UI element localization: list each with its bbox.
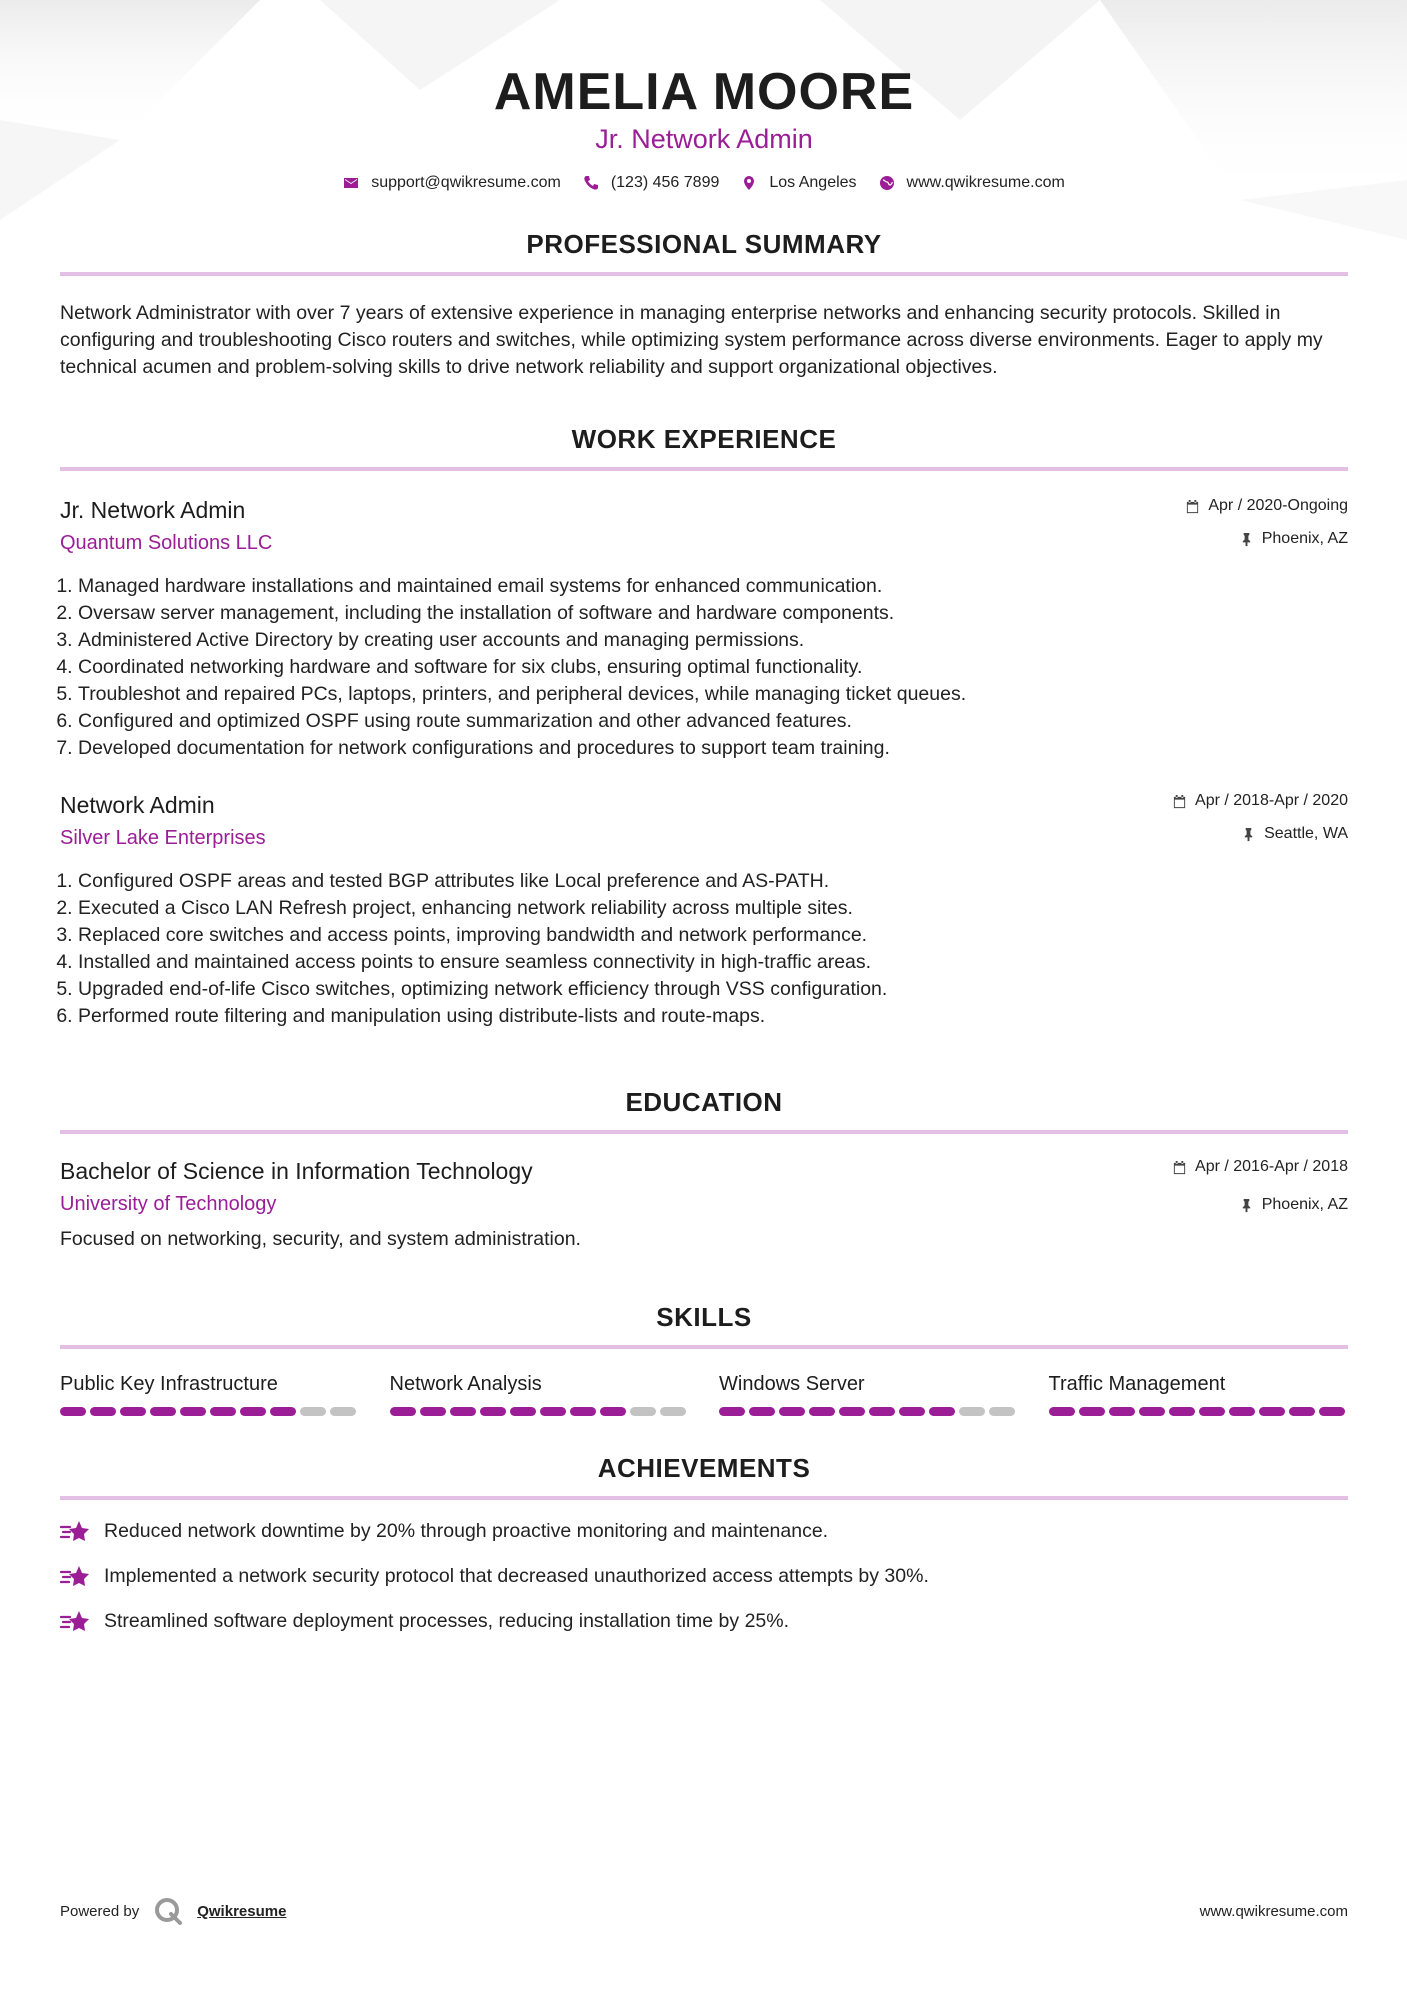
skill-segment-filled [1289,1407,1315,1416]
powered-by [60,1896,286,1926]
job-title: Jr. Network Admin [60,497,246,523]
list-item: 3. Administered Active Directory by creating user accounts and managing permissions. [78,627,1348,654]
skill-segment-filled [150,1407,176,1416]
list-item: 6. Configured and optimized OSPF using route summarization and other advanced features. [78,708,1348,735]
skill-name: Public Key Infrastructure [60,1373,278,1395]
skill-segment-filled [1259,1407,1285,1416]
candidate-title: Jr. Network Admin [595,124,813,154]
skill-segment-filled [1049,1407,1075,1416]
skill-level-bar [719,1407,1019,1416]
list-item: 2. Executed a Cisco LAN Refresh project, enhancing network reliability across multiple sites. [78,895,1348,922]
phone-text: (123) 456 7899 [610,174,720,191]
skill-segment-filled [869,1407,895,1416]
skill-segment-filled [180,1407,206,1416]
skill-segment-filled [60,1407,86,1416]
globe-icon [879,175,895,191]
skill-name: Traffic Management [1048,1373,1226,1395]
list-item: 2. Oversaw server management, including the installation of software and hardware components. [78,600,1348,627]
company-name: Silver Lake Enterprises [60,827,266,849]
achievement-item [60,1517,1348,1545]
summary-text: Network Administrator with over 7 years of extensive experience in managing enterprise networks and enhancing security protocols. Skilled in configuring and troubleshooting Cisco routers and switches, while optimizing system performance across diverse environments. Eager to apply my technical acumen and problem-solving skills to drive network reliability and support organizational objectives. [60,302,1323,378]
skill-item [60,1371,360,1416]
list-item: 1. Configured OSPF areas and tested BGP attributes like Local preference and AS-PATH. [78,868,1348,895]
section-title-achievements: ACHIEVEMENTS [60,1452,1348,1500]
education-dates: Apr / 2016-Apr / 2018 [1195,1158,1348,1175]
qwikresume-logo-icon [153,1896,183,1926]
skill-segment-filled [570,1407,596,1416]
email-text: support@qwikresume.com [371,174,561,191]
contact-website[interactable] [879,174,1065,192]
skill-name: Network Analysis [389,1373,542,1395]
phone-icon [583,175,599,191]
list-item: 3. Replaced core switches and access points, improving bandwidth and network performance. [78,922,1348,949]
job-responsibilities [60,868,1348,1030]
skill-segment-filled [90,1407,116,1416]
skill-segment-filled [600,1407,626,1416]
skill-segment-filled [510,1407,536,1416]
shooting-star-icon [60,1607,92,1635]
skill-segment-filled [1319,1407,1345,1416]
skill-segment-filled [779,1407,805,1416]
achievements-section [60,1452,1348,1635]
footer-website[interactable]: www.qwikresume.com [1199,1902,1348,1920]
skill-segment-filled [1169,1407,1195,1416]
skill-segment-filled [809,1407,835,1416]
shooting-star-icon [60,1517,92,1545]
skill-segment-filled [120,1407,146,1416]
school-name: University of Technology [60,1193,277,1215]
calendar-icon [1172,1160,1187,1175]
map-pin-icon [741,175,757,191]
shooting-star-icon [60,1562,92,1590]
skill-segment-empty [989,1407,1015,1416]
achievement-text: Streamlined software deployment processes, reducing installation time by 25%. [104,1609,790,1632]
achievement-text: Reduced network downtime by 20% through proactive monitoring and maintenance. [104,1519,829,1542]
calendar-icon [1172,794,1187,809]
skill-segment-filled [390,1407,416,1416]
candidate-name: AMELIA MOORE [493,63,915,121]
skill-segment-filled [420,1407,446,1416]
pushpin-icon [1241,827,1256,842]
skill-segment-filled [1139,1407,1165,1416]
job-dates: Apr / 2020-Ongoing [1208,497,1348,514]
skill-level-bar [390,1407,690,1416]
job-location: Phoenix, AZ [1261,530,1348,547]
pushpin-icon [1239,532,1254,547]
skill-segment-filled [1199,1407,1225,1416]
section-title-experience: WORK EXPERIENCE [60,423,1348,471]
job-entry [60,790,1348,1030]
skill-name: Windows Server [719,1373,865,1395]
skill-segment-filled [270,1407,296,1416]
pushpin-icon [1239,1198,1254,1213]
job-entry [60,495,1348,762]
company-name: Quantum Solutions LLC [60,532,273,554]
skill-item [719,1371,1019,1416]
education-section [60,1086,1348,1253]
job-dates: Apr / 2018-Apr / 2020 [1195,792,1348,809]
location-text: Los Angeles [769,174,857,191]
list-item: 1. Managed hardware installations and maintained email systems for enhanced communication. [78,573,1348,600]
achievement-item [60,1607,1348,1635]
skill-level-bar [60,1407,360,1416]
skill-segment-filled [899,1407,925,1416]
skill-segment-filled [1079,1407,1105,1416]
experience-section [60,423,1348,1030]
skill-item [390,1371,690,1416]
brand-link[interactable]: Qwikresume [197,1902,287,1920]
skills-list [60,1371,1348,1416]
list-item: 5. Upgraded end-of-life Cisco switches, optimizing network efficiency through VSS configuration. [78,976,1348,1003]
skill-segment-filled [1109,1407,1135,1416]
skill-segment-filled [210,1407,236,1416]
degree-title: Bachelor of Science in Information Technology [60,1158,533,1184]
skill-level-bar [1049,1407,1349,1416]
skill-item [1049,1371,1349,1416]
section-title-education: EDUCATION [60,1086,1348,1134]
skill-segment-filled [540,1407,566,1416]
website-text: www.qwikresume.com [906,174,1065,191]
job-responsibilities [60,573,1348,762]
achievement-text: Implemented a network security protocol that decreased unauthorized access attempts by 30%. [104,1564,929,1587]
list-item: 4. Installed and maintained access points to ensure seamless connectivity in high-traffic areas. [78,949,1348,976]
envelope-icon [343,175,359,191]
summary-section [60,228,1348,381]
page-footer [60,1896,1348,1926]
list-item: 5. Troubleshot and repaired PCs, laptops, printers, and peripheral devices, while managing ticket queues. [78,681,1348,708]
skill-segment-filled [1229,1407,1255,1416]
skill-segment-empty [959,1407,985,1416]
powered-by-label: Powered by [60,1902,140,1920]
skill-segment-empty [330,1407,356,1416]
job-location: Seattle, WA [1264,825,1348,842]
section-title-skills: SKILLS [60,1301,1348,1349]
section-title-summary: PROFESSIONAL SUMMARY [60,228,1348,276]
skill-segment-empty [300,1407,326,1416]
contact-bar [60,174,1348,192]
contact-phone[interactable] [583,174,720,192]
job-title: Network Admin [60,792,215,818]
contact-email[interactable] [343,174,561,192]
skill-segment-filled [719,1407,745,1416]
skill-segment-filled [480,1407,506,1416]
resume-header [60,62,1348,192]
skill-segment-filled [749,1407,775,1416]
skill-segment-filled [240,1407,266,1416]
skill-segment-filled [450,1407,476,1416]
contact-location [741,174,856,192]
list-item: 7. Developed documentation for network configurations and procedures to support team training. [78,735,1348,762]
skill-segment-filled [929,1407,955,1416]
education-location: Phoenix, AZ [1261,1196,1348,1213]
skill-segment-empty [660,1407,686,1416]
skills-section [60,1301,1348,1416]
calendar-icon [1185,499,1200,514]
skill-segment-empty [630,1407,656,1416]
skill-segment-filled [839,1407,865,1416]
list-item: 6. Performed route filtering and manipulation using distribute-lists and route-maps. [78,1003,1348,1030]
education-description: Focused on networking, security, and system administration. [60,1228,581,1250]
achievement-item [60,1562,1348,1590]
list-item: 4. Coordinated networking hardware and software for six clubs, ensuring optimal functionality. [78,654,1348,681]
